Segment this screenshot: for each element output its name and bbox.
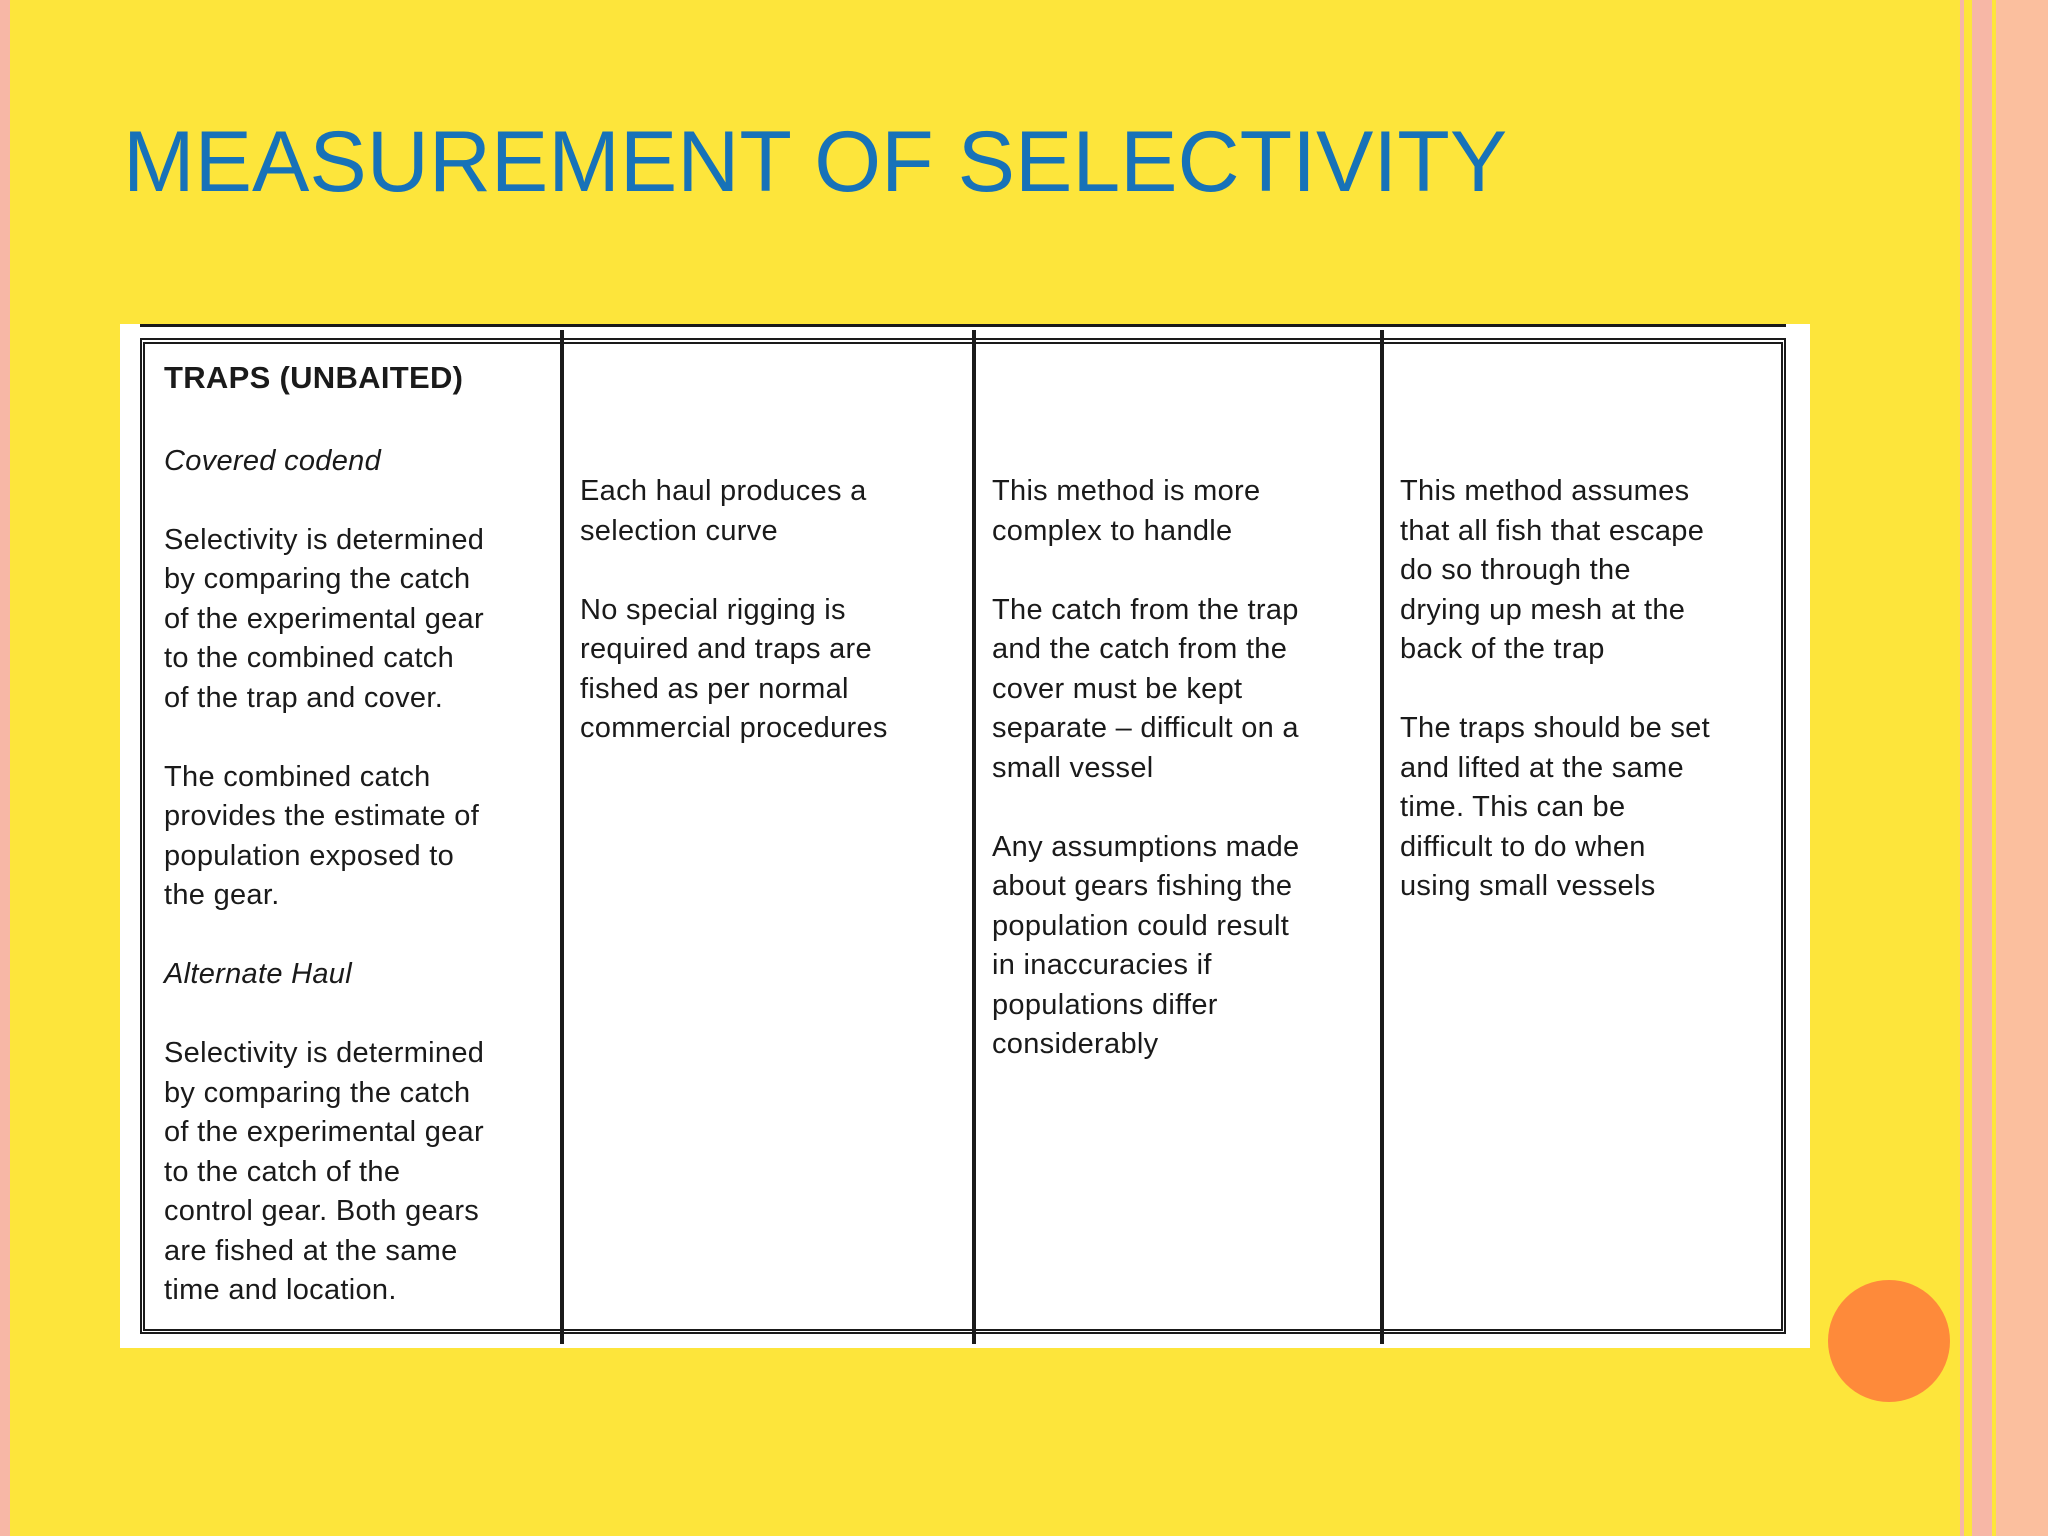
cell-paragraph: This method assumes that all fish that escape do so through the drying up mesh at the back of the trap [1400, 475, 1705, 665]
cell-paragraph: Selectivity is determined by comparing the catch of the experimental gear to the catch of the control gear. Both gears are fished at the same time and location. [164, 1037, 485, 1306]
right-edge-stripe-3 [1996, 0, 2048, 1536]
cell-paragraph: The combined catch provides the estimate of population exposed to the gear. [164, 760, 480, 911]
cell-paragraph: No special rigging is required and traps are fished as per normal commercial procedures [580, 593, 888, 744]
table-cell-method [164, 358, 564, 1311]
right-edge-stripe-2 [1972, 0, 1992, 1536]
cell-paragraph: Each haul produces a selection curve [580, 475, 867, 547]
right-edge-stripe-1 [1960, 0, 1964, 1536]
cell-paragraph: Selectivity is determined by comparing the catch of the experimental gear to the combined catch of the trap and cover. [164, 523, 485, 714]
cell-paragraph: This method is more complex to handle [992, 475, 1261, 547]
table-cell-disadvantages [992, 472, 1392, 1065]
table-cell-assumptions [1400, 472, 1800, 907]
cell-paragraph: The catch from the trap and the catch from the cover must be kept separate – difficult on a small vessel [992, 593, 1299, 784]
table-top-rule [140, 324, 1786, 327]
cell-paragraph: The traps should be set and lifted at the same time. This can be difficult to do when using small vessels [1400, 712, 1710, 902]
cell-subheading-alternate-haul: Alternate Haul [164, 958, 352, 990]
decorative-orange-circle [1828, 1280, 1950, 1402]
cell-paragraph: Any assumptions made about gears fishing the population could result in inaccuracies if populations differ considerably [992, 830, 1300, 1060]
scanned-table-image [120, 324, 1810, 1348]
cell-subheading-covered-codend: Covered codend [164, 444, 382, 477]
cell-heading: TRAPS (UNBAITED) [164, 360, 464, 395]
table-cell-advantages [580, 472, 980, 749]
slide-title: MEASUREMENT OF SELECTIVITY [123, 114, 1508, 210]
left-edge-stripe [0, 0, 10, 1536]
